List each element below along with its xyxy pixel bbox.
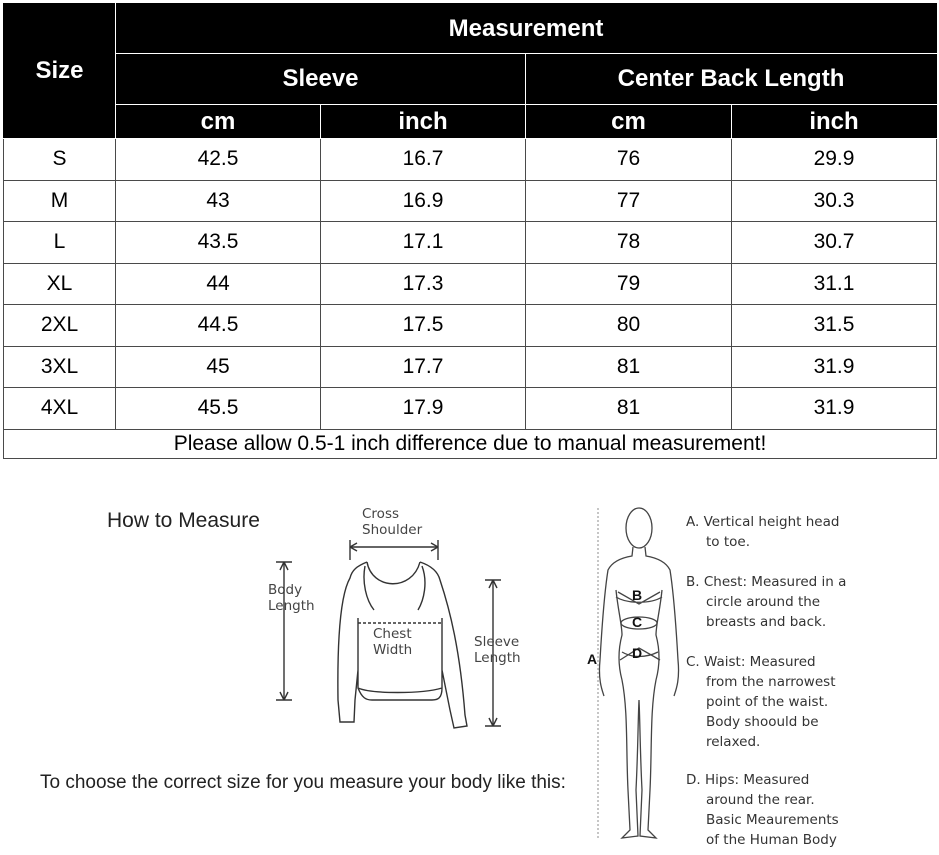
marker-b: B bbox=[632, 587, 643, 603]
value-cell: 79 bbox=[526, 263, 732, 305]
size-cell: S bbox=[4, 139, 116, 181]
value-cell: 45.5 bbox=[116, 388, 321, 430]
legend-line: from the narrowest bbox=[706, 674, 836, 690]
table-row bbox=[4, 180, 937, 222]
legend-item-chest bbox=[686, 572, 936, 632]
body-length-label-line2: Length bbox=[268, 598, 315, 614]
how-to-measure-title: How to Measure bbox=[107, 509, 260, 532]
value-cell: 17.1 bbox=[321, 222, 526, 264]
table-row bbox=[4, 388, 937, 430]
unit-header: cm bbox=[526, 105, 732, 139]
value-cell: 44.5 bbox=[116, 305, 321, 347]
value-cell: 81 bbox=[526, 346, 732, 388]
marker-a: A bbox=[587, 651, 598, 667]
chest-width-label-line1: Chest bbox=[373, 626, 412, 642]
value-cell: 42.5 bbox=[116, 139, 321, 181]
legend-item-waist bbox=[686, 652, 936, 752]
table-row bbox=[4, 305, 937, 347]
garment-measure-diagram bbox=[262, 500, 532, 740]
size-cell: L bbox=[4, 222, 116, 264]
unit-header: inch bbox=[321, 105, 526, 139]
value-cell: 17.9 bbox=[321, 388, 526, 430]
legend-line: A. Vertical height head bbox=[686, 514, 840, 530]
value-cell: 30.7 bbox=[732, 222, 937, 264]
cross-shoulder-label-line1: Cross bbox=[362, 506, 400, 522]
legend-line: circle around the bbox=[706, 594, 821, 610]
size-cell: M bbox=[4, 180, 116, 222]
table-row bbox=[4, 263, 937, 305]
value-cell: 17.5 bbox=[321, 305, 526, 347]
unit-header: cm bbox=[116, 105, 321, 139]
legend-line: around the rear. bbox=[706, 792, 815, 808]
legend-line: Body shoould be bbox=[706, 714, 819, 730]
value-cell: 76 bbox=[526, 139, 732, 181]
legend-line: of the Human Body bbox=[706, 832, 837, 848]
value-cell: 31.9 bbox=[732, 388, 937, 430]
sleeve-length-label-line1: Sleeve bbox=[474, 634, 520, 650]
size-cell: XL bbox=[4, 263, 116, 305]
value-cell: 31.5 bbox=[732, 305, 937, 347]
value-cell: 80 bbox=[526, 305, 732, 347]
value-cell: 31.1 bbox=[732, 263, 937, 305]
size-cell: 4XL bbox=[4, 388, 116, 430]
body-length-label-line1: Body bbox=[268, 582, 303, 598]
table-row bbox=[4, 346, 937, 388]
legend-line: breasts and back. bbox=[706, 614, 827, 630]
value-cell: 45 bbox=[116, 346, 321, 388]
marker-d: D bbox=[632, 645, 643, 661]
legend-line: C. Waist: Measured bbox=[686, 654, 816, 670]
size-cell: 2XL bbox=[4, 305, 116, 347]
size-cell: 3XL bbox=[4, 346, 116, 388]
value-cell: 17.7 bbox=[321, 346, 526, 388]
measurement-header: Measurement bbox=[116, 4, 937, 54]
value-cell: 31.9 bbox=[732, 346, 937, 388]
sleeve-length-label-line2: Length bbox=[474, 650, 521, 666]
value-cell: 81 bbox=[526, 388, 732, 430]
value-cell: 16.7 bbox=[321, 139, 526, 181]
legend-line: point of the waist. bbox=[706, 694, 829, 710]
legend-line: Basic Meaurements bbox=[706, 812, 839, 828]
marker-c: C bbox=[632, 614, 643, 630]
legend-line: B. Chest: Measured in a bbox=[686, 574, 847, 590]
table-row bbox=[4, 222, 937, 264]
legend-line: to toe. bbox=[706, 534, 750, 550]
cross-shoulder-label-line2: Shoulder bbox=[362, 522, 423, 538]
value-cell: 30.3 bbox=[732, 180, 937, 222]
body-head bbox=[626, 508, 652, 548]
size-chart-table bbox=[3, 3, 937, 459]
measure-instruction: To choose the correct size for you measure your body like this: bbox=[40, 772, 566, 793]
chest-width-label-line2: Width bbox=[373, 642, 413, 658]
body-measure-diagram bbox=[582, 500, 682, 845]
center-back-length-header: Center Back Length bbox=[526, 54, 937, 105]
value-cell: 29.9 bbox=[732, 139, 937, 181]
value-cell: 43 bbox=[116, 180, 321, 222]
value-cell: 16.9 bbox=[321, 180, 526, 222]
measurement-legend bbox=[686, 512, 936, 850]
legend-item-hips bbox=[686, 770, 936, 850]
legend-line: relaxed. bbox=[706, 734, 761, 750]
value-cell: 44 bbox=[116, 263, 321, 305]
value-cell: 43.5 bbox=[116, 222, 321, 264]
legend-item-height bbox=[686, 512, 936, 552]
sleeve-header: Sleeve bbox=[116, 54, 526, 105]
unit-header: inch bbox=[732, 105, 937, 139]
legend-line: D. Hips: Measured bbox=[686, 772, 810, 788]
value-cell: 17.3 bbox=[321, 263, 526, 305]
size-header: Size bbox=[4, 4, 116, 139]
table-row bbox=[4, 139, 937, 181]
value-cell: 78 bbox=[526, 222, 732, 264]
measurement-note: Please allow 0.5-1 inch difference due to manual measurement! bbox=[4, 429, 937, 458]
value-cell: 77 bbox=[526, 180, 732, 222]
